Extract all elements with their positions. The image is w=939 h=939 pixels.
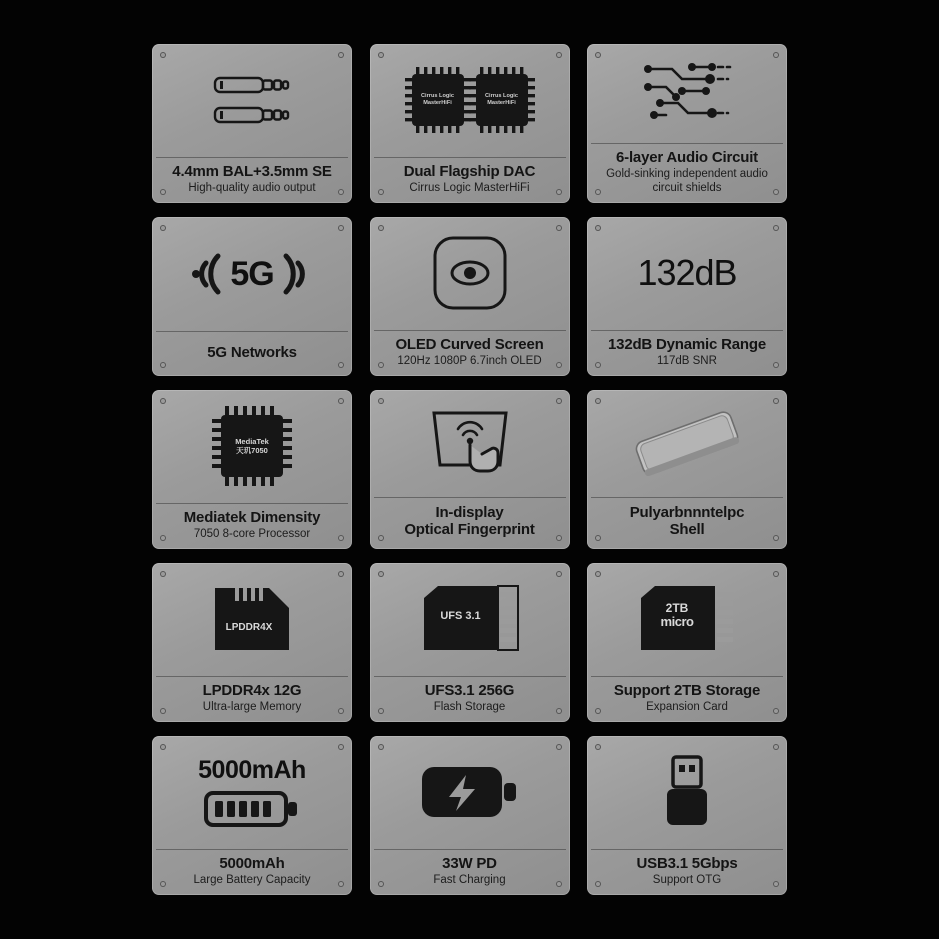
card-caption: [370, 677, 570, 722]
chip-label: LPDDR4X: [225, 622, 273, 634]
screw-icon: [378, 362, 384, 368]
headphone-jack-icon: [152, 44, 352, 157]
card-subtitle: High-quality audio output: [188, 182, 316, 195]
screw-icon: [773, 708, 779, 714]
screw-icon: [595, 881, 601, 887]
card-label-capacity: 2TB: [665, 601, 689, 616]
screw-icon: [160, 362, 166, 368]
card-title: 132dB Dynamic Range: [608, 335, 766, 353]
battery-icon: [152, 736, 352, 849]
card-title: 5000mAh: [219, 854, 285, 872]
feature-card-dynamic-range: [587, 217, 787, 376]
battery-bolt-icon: [370, 736, 570, 849]
card-subtitle: Flash Storage: [433, 701, 506, 714]
curved-screen-icon: [370, 217, 570, 330]
screw-icon: [378, 535, 384, 541]
screw-icon: [773, 881, 779, 887]
fingerprint-touch-icon: [370, 390, 570, 497]
card-caption: [370, 498, 570, 549]
screw-icon: [160, 535, 166, 541]
screw-icon: [556, 881, 562, 887]
card-subtitle: Ultra-large Memory: [202, 701, 302, 714]
card-caption: [587, 331, 787, 376]
card-subtitle: Expansion Card: [646, 701, 728, 714]
card-caption: [370, 331, 570, 376]
card-label-micro: micro: [660, 613, 694, 629]
card-title-line1: Pulyarbnnntelpc: [629, 503, 745, 521]
feature-card-expansion: [587, 563, 787, 722]
chip-label-line1: Cirrus Logic: [485, 93, 518, 100]
feature-card-5g: [152, 217, 352, 376]
lpddr-chip-icon: [152, 563, 352, 676]
card-title: Support 2TB Storage: [613, 681, 761, 699]
chip-label-line2: MasterHiFi: [487, 100, 516, 107]
feature-card-fingerprint: [370, 390, 570, 549]
chip-label: UFS 3.1: [440, 610, 481, 623]
circuit-trace-icon: [587, 44, 787, 143]
card-caption: [152, 504, 352, 549]
ufs-card-icon: [370, 563, 570, 676]
microsd-card-icon: [587, 563, 787, 676]
mediatek-chip-icon: [152, 390, 352, 503]
feature-card-grid: [152, 44, 787, 895]
feature-card-fast-charging: [370, 736, 570, 895]
card-title: LPDDR4x 12G: [202, 681, 302, 699]
card-subtitle: Gold-sinking independent audio circuit shields: [606, 168, 768, 195]
usb-connector-icon: [587, 736, 787, 849]
feature-card-battery: [152, 736, 352, 895]
screw-icon: [338, 708, 344, 714]
feature-card-storage: [370, 563, 570, 722]
card-caption: [152, 850, 352, 895]
card-title: Dual Flagship DAC: [403, 162, 536, 180]
card-title: UFS3.1 256G: [424, 681, 515, 699]
card-caption: [587, 498, 787, 549]
screw-icon: [556, 535, 562, 541]
card-caption: [587, 677, 787, 722]
screw-icon: [595, 362, 601, 368]
card-title: USB3.1 5Gbps: [636, 854, 738, 872]
screw-icon: [773, 535, 779, 541]
card-title: OLED Curved Screen: [395, 335, 544, 353]
card-subtitle: Large Battery Capacity: [193, 874, 311, 887]
card-subtitle: Support OTG: [652, 874, 722, 887]
screw-icon: [773, 362, 779, 368]
screw-icon: [378, 189, 384, 195]
screw-icon: [595, 535, 601, 541]
card-caption: [370, 850, 570, 895]
feature-card-oled-screen: [370, 217, 570, 376]
chip-label-line2: 天玑7050: [236, 446, 268, 456]
card-caption: [152, 158, 352, 203]
screw-icon: [338, 362, 344, 368]
dual-chip-icon: [370, 44, 570, 157]
feature-card-shell: [587, 390, 787, 549]
screw-icon: [556, 362, 562, 368]
feature-card-audio-jacks: [152, 44, 352, 203]
card-subtitle: 117dB SNR: [657, 355, 717, 368]
screw-icon: [160, 881, 166, 887]
screw-icon: [338, 881, 344, 887]
card-caption: [152, 332, 352, 376]
feature-card-memory: [152, 563, 352, 722]
5g-badge-label: 5G: [230, 254, 274, 293]
screw-icon: [556, 189, 562, 195]
dynamic-range-number: 132: [637, 252, 695, 294]
feature-card-processor: [152, 390, 352, 549]
card-subtitle: 120Hz 1080P 6.7inch OLED: [397, 355, 542, 368]
card-caption: [587, 850, 787, 895]
card-subtitle: 7050 8-core Processor: [193, 528, 311, 541]
card-caption: [152, 677, 352, 722]
screw-icon: [160, 189, 166, 195]
dynamic-range-value: [587, 217, 787, 330]
card-caption: [370, 158, 570, 203]
screw-icon: [556, 708, 562, 714]
chip-label-line1: MediaTek: [235, 436, 269, 446]
card-caption: [587, 144, 787, 203]
screw-icon: [595, 708, 601, 714]
card-title-line2: Shell: [669, 521, 705, 539]
feature-card-audio-circuit: [587, 44, 787, 203]
screw-icon: [378, 708, 384, 714]
card-title: 5G Networks: [207, 344, 297, 362]
screw-icon: [338, 535, 344, 541]
card-title: 6-layer Audio Circuit: [616, 148, 758, 166]
card-title-line2: Optical Fingerprint: [404, 521, 535, 539]
card-title: 33W PD: [442, 854, 497, 872]
feature-card-dual-dac: [370, 44, 570, 203]
signal-waves-icon: [152, 217, 352, 331]
screw-icon: [338, 189, 344, 195]
card-subtitle: Cirrus Logic MasterHiFi: [409, 182, 530, 195]
screw-icon: [595, 189, 601, 195]
card-title: 4.4mm BAL+3.5mm SE: [172, 162, 332, 180]
phone-shell-icon: [587, 390, 787, 497]
battery-capacity-label: 5000mAh: [198, 755, 306, 784]
chip-label-line2: MasterHiFi: [423, 100, 452, 107]
card-subtitle: Fast Charging: [433, 874, 506, 887]
screw-icon: [160, 708, 166, 714]
screw-icon: [773, 189, 779, 195]
screw-icon: [378, 881, 384, 887]
feature-card-usb: [587, 736, 787, 895]
card-title: Mediatek Dimensity: [183, 508, 321, 526]
chip-label-line1: Cirrus Logic: [421, 93, 454, 100]
card-title-line1: In-display: [435, 503, 504, 521]
dynamic-range-unit: dB: [694, 252, 737, 294]
